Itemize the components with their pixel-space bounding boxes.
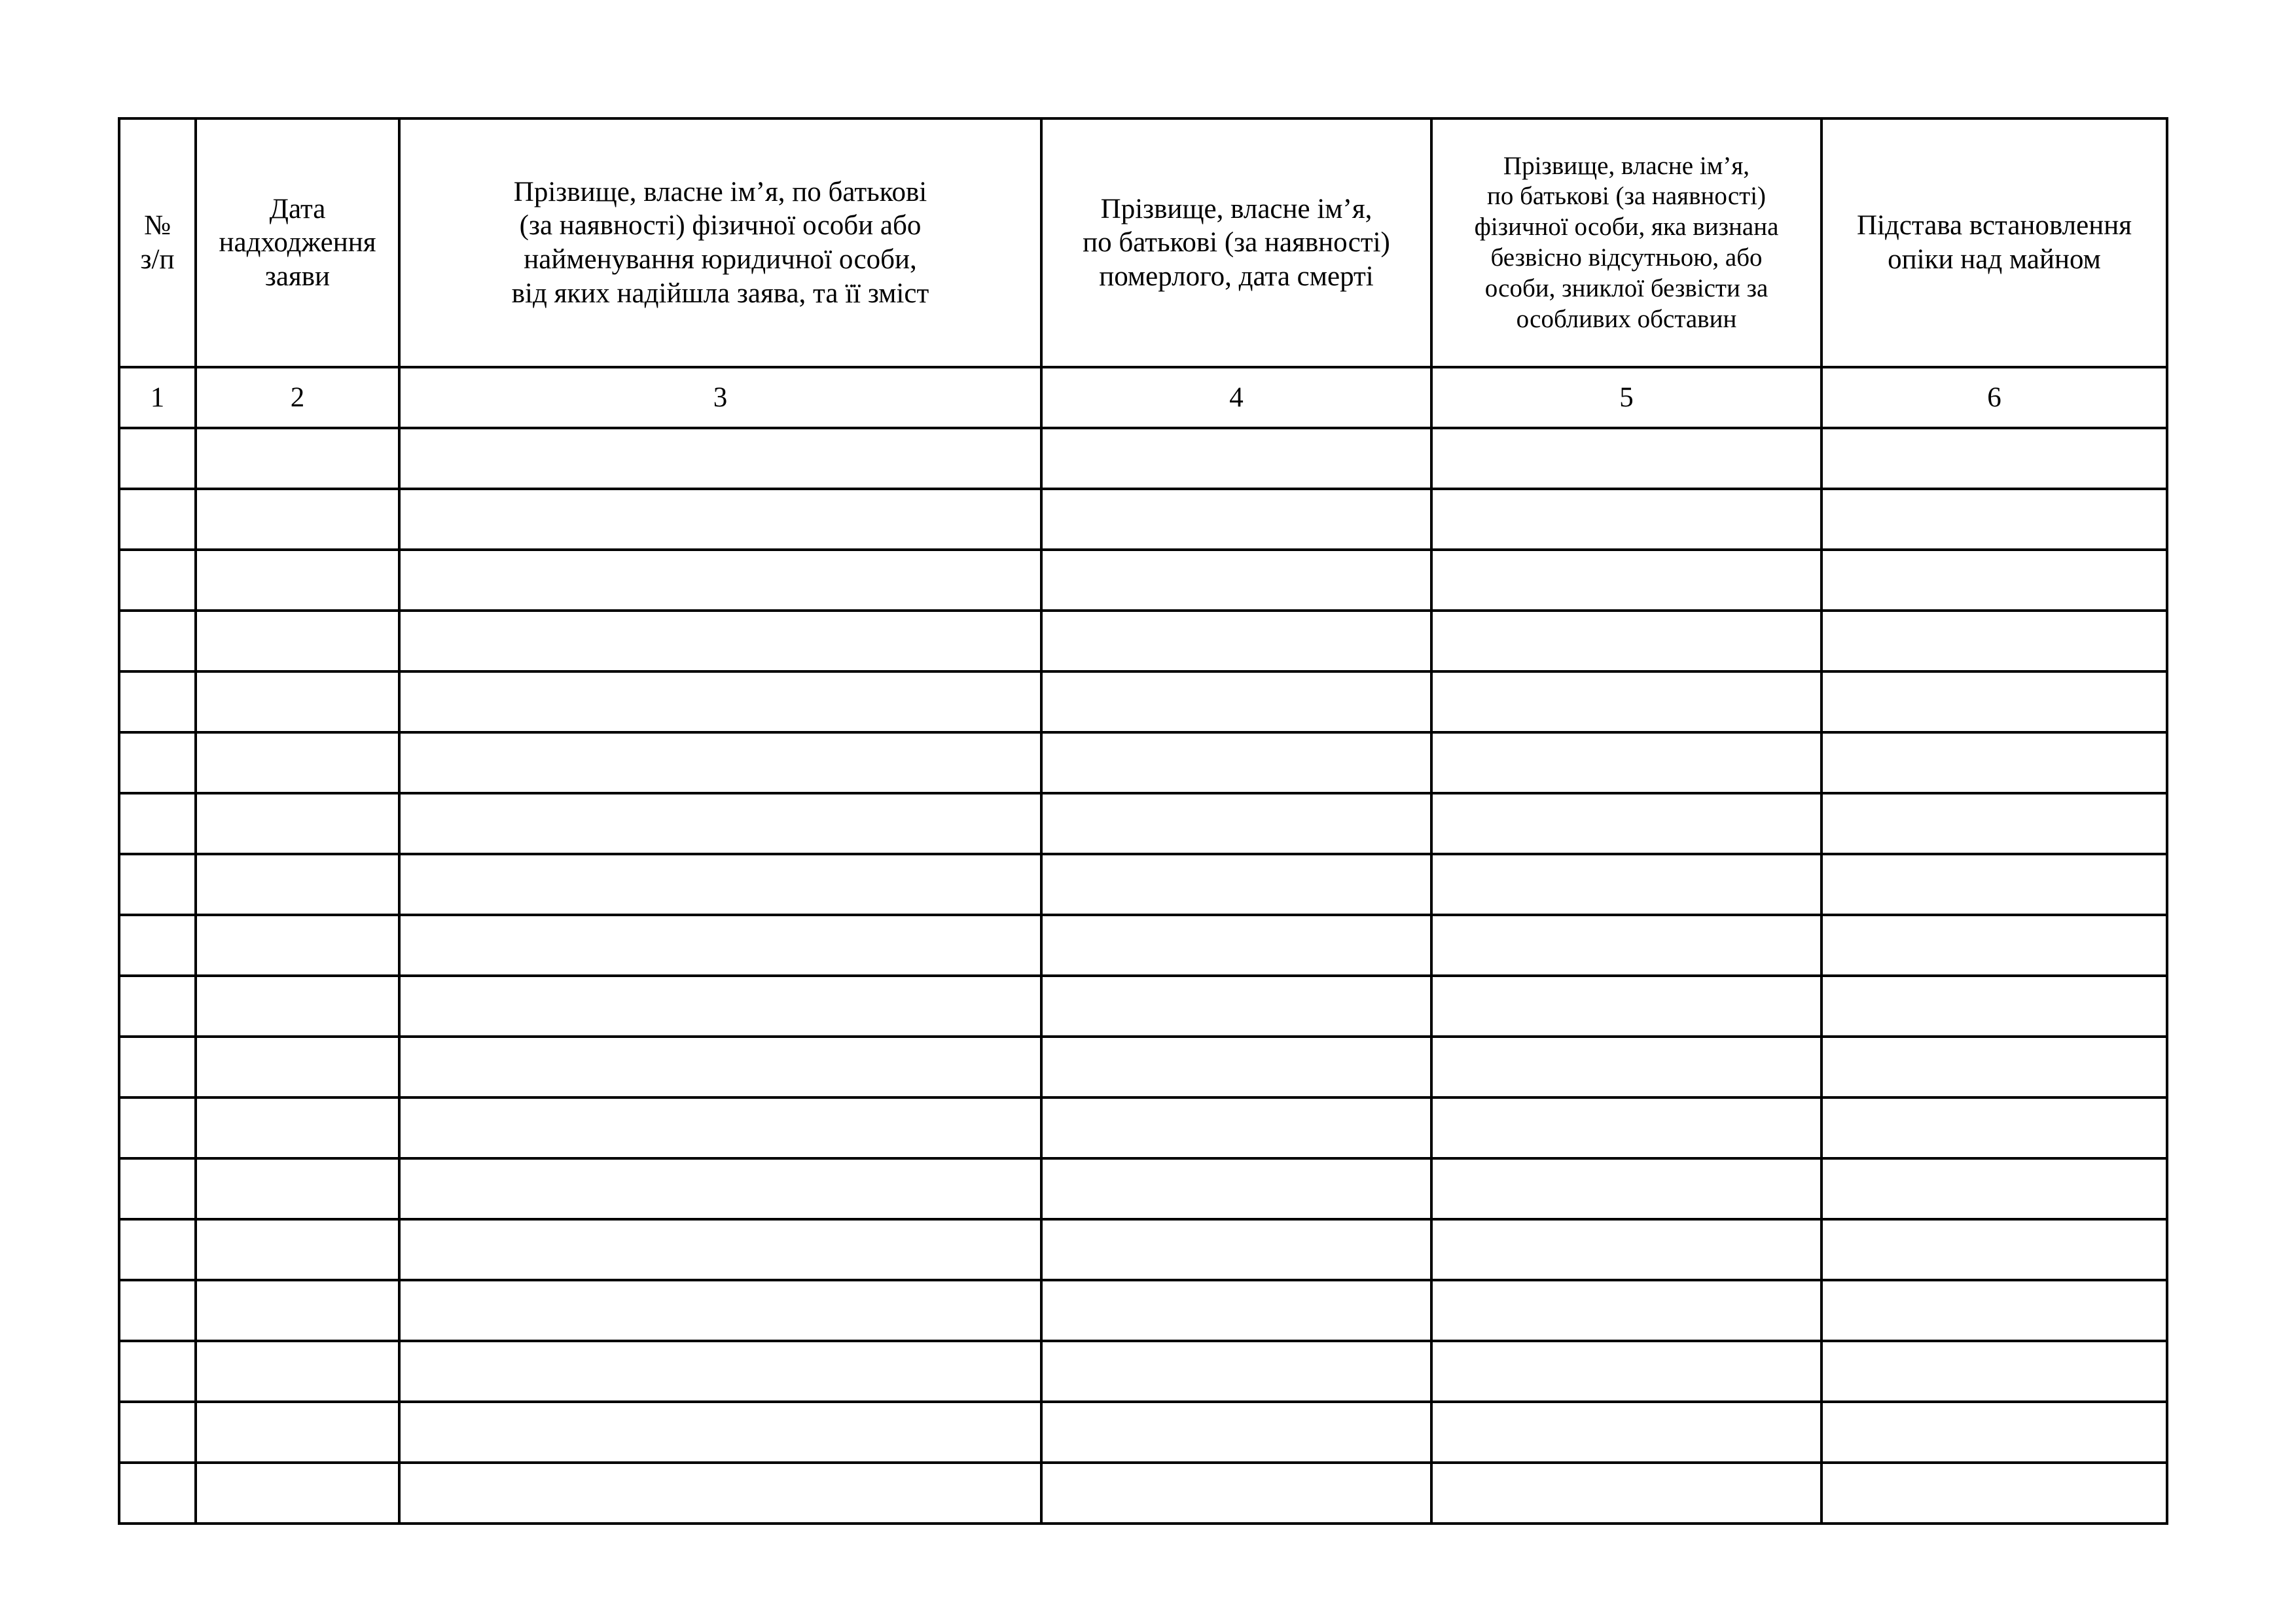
table-cell[interactable] [196,854,399,915]
table-cell[interactable] [1431,428,1821,489]
table-cell[interactable] [399,1280,1041,1341]
table-cell[interactable] [399,915,1041,976]
table-cell[interactable] [119,1280,196,1341]
table-cell[interactable] [399,1158,1041,1219]
table-cell[interactable] [196,976,399,1037]
table-row [119,1037,2167,1097]
table-row [119,732,2167,793]
header-missing-person-text: Прізвище, власне ім’я, по батькові (за наявності) фізичної особи, яка визнана безвісно відсутньою, або особи, зниклої безвісти за особливих обставин [1474,151,1779,333]
table-cell[interactable] [119,793,196,854]
table-cell[interactable] [399,1097,1041,1158]
table-cell[interactable] [399,1463,1041,1524]
column-number: 6 [1821,367,2167,428]
table-cell[interactable] [196,1280,399,1341]
table-cell[interactable] [1041,1463,1431,1524]
table-row [119,1219,2167,1280]
table-cell[interactable] [1431,915,1821,976]
header-row [119,118,2167,367]
table-cell[interactable] [119,428,196,489]
table-cell[interactable] [1821,1341,2167,1402]
table-cell[interactable] [1041,611,1431,671]
table-cell[interactable] [119,854,196,915]
table-cell[interactable] [1821,1037,2167,1097]
table-cell[interactable] [1431,1341,1821,1402]
table-cell[interactable] [1041,1280,1431,1341]
table-row [119,1280,2167,1341]
column-number: 5 [1431,367,1821,428]
table-cell[interactable] [119,489,196,550]
table-cell[interactable] [1431,1280,1821,1341]
header-deceased [1041,118,1431,367]
table-cell[interactable] [119,611,196,671]
column-number: 1 [119,367,196,428]
table-row [119,976,2167,1037]
table-cell[interactable] [1431,854,1821,915]
table-cell[interactable] [399,550,1041,611]
table-cell[interactable] [399,1219,1041,1280]
table-cell[interactable] [196,1463,399,1524]
table-row [119,1097,2167,1158]
table-cell[interactable] [1041,976,1431,1037]
table-cell[interactable] [1821,489,2167,550]
table-cell[interactable] [399,732,1041,793]
header-date [196,118,399,367]
table-cell[interactable] [1431,1037,1821,1097]
table-row [119,1402,2167,1463]
header-guardianship-basis [1821,118,2167,367]
table-cell[interactable] [399,793,1041,854]
table-cell[interactable] [1041,1097,1431,1158]
table-cell[interactable] [119,976,196,1037]
table-row [119,428,2167,489]
table-cell[interactable] [399,1341,1041,1402]
table-cell[interactable] [1821,732,2167,793]
table-cell[interactable] [1041,793,1431,854]
header-guardianship-basis-text: Підстава встановлення опіки над майном [1856,210,2132,275]
table-cell[interactable] [119,1158,196,1219]
table-row [119,793,2167,854]
table-cell[interactable] [1821,1158,2167,1219]
table-row [119,611,2167,671]
table-cell[interactable] [399,1402,1041,1463]
table-cell[interactable] [119,915,196,976]
table-cell[interactable] [196,1341,399,1402]
table-cell[interactable] [196,489,399,550]
table-cell[interactable] [1821,611,2167,671]
table-cell[interactable] [1041,550,1431,611]
table-row [119,1463,2167,1524]
table-cell[interactable] [1821,854,2167,915]
table-cell[interactable] [1041,1219,1431,1280]
table-cell[interactable] [1431,1219,1821,1280]
header-applicant-text: Прізвище, власне ім’я, по батькові (за наявності) фізичної особи або найменування юридичної особи, від яких надійшла заява, та її зміст [511,176,929,309]
column-number: 4 [1041,367,1431,428]
table-cell[interactable] [1431,1097,1821,1158]
table-cell[interactable] [119,671,196,732]
table-cell[interactable] [1431,489,1821,550]
table-cell[interactable] [399,671,1041,732]
table-cell[interactable] [1821,550,2167,611]
table-cell[interactable] [1821,793,2167,854]
table-row [119,1341,2167,1402]
table-cell[interactable] [1431,1463,1821,1524]
table-cell[interactable] [1041,1402,1431,1463]
table-cell[interactable] [196,793,399,854]
table-cell[interactable] [1431,1402,1821,1463]
table-cell[interactable] [399,489,1041,550]
header-applicant [399,118,1041,367]
table-cell[interactable] [1821,1097,2167,1158]
table-cell[interactable] [196,915,399,976]
table-cell[interactable] [196,1219,399,1280]
table-cell[interactable] [1431,732,1821,793]
table-cell[interactable] [1431,1158,1821,1219]
table-row [119,854,2167,915]
column-number: 2 [196,367,399,428]
table-cell[interactable] [1431,550,1821,611]
table-row [119,550,2167,611]
table-cell[interactable] [1431,611,1821,671]
table-cell[interactable] [1431,793,1821,854]
header-number-text: № з/п [140,210,175,275]
table-cell[interactable] [196,1097,399,1158]
table-cell[interactable] [1431,671,1821,732]
table-cell[interactable] [196,611,399,671]
table-cell[interactable] [196,1158,399,1219]
table-cell[interactable] [1041,489,1431,550]
table-cell[interactable] [119,1219,196,1280]
table-cell[interactable] [1431,976,1821,1037]
table-cell[interactable] [1821,1280,2167,1341]
table-cell[interactable] [1041,1341,1431,1402]
table-cell[interactable] [119,1463,196,1524]
table-cell[interactable] [1821,915,2167,976]
table-cell[interactable] [1041,671,1431,732]
table-cell[interactable] [1821,1402,2167,1463]
table-cell[interactable] [1821,976,2167,1037]
table-row [119,915,2167,976]
table-cell[interactable] [399,428,1041,489]
table-cell[interactable] [1041,732,1431,793]
table-cell[interactable] [399,854,1041,915]
table-row [119,671,2167,732]
table-cell[interactable] [196,1402,399,1463]
header-number [119,118,196,367]
table-cell[interactable] [196,732,399,793]
table-cell[interactable] [196,550,399,611]
header-date-text: Дата надходження заяви [219,193,376,292]
table-cell[interactable] [1821,428,2167,489]
table-cell[interactable] [119,1402,196,1463]
table-cell[interactable] [1041,1037,1431,1097]
table-cell[interactable] [399,611,1041,671]
table-cell[interactable] [1041,428,1431,489]
table-cell[interactable] [1041,1158,1431,1219]
table-cell[interactable] [1041,915,1431,976]
table-cell[interactable] [399,976,1041,1037]
header-deceased-text: Прізвище, власне ім’я, по батькові (за наявності) померлого, дата смерті [1083,193,1390,292]
register-table [118,117,2168,1525]
table-cell[interactable] [399,1037,1041,1097]
table-cell[interactable] [119,1341,196,1402]
table-cell[interactable] [1821,1463,2167,1524]
table-cell[interactable] [119,550,196,611]
table-cell[interactable] [196,428,399,489]
table-cell[interactable] [1821,671,2167,732]
header-missing-person [1431,118,1821,367]
table-row [119,489,2167,550]
column-number: 3 [399,367,1041,428]
table-cell[interactable] [1041,854,1431,915]
table-cell[interactable] [196,671,399,732]
table-cell[interactable] [119,1097,196,1158]
table-cell[interactable] [196,1037,399,1097]
table-row [119,1158,2167,1219]
table-cell[interactable] [1821,1219,2167,1280]
table-cell[interactable] [119,1037,196,1097]
table-cell[interactable] [119,732,196,793]
column-number-row [119,367,2167,428]
